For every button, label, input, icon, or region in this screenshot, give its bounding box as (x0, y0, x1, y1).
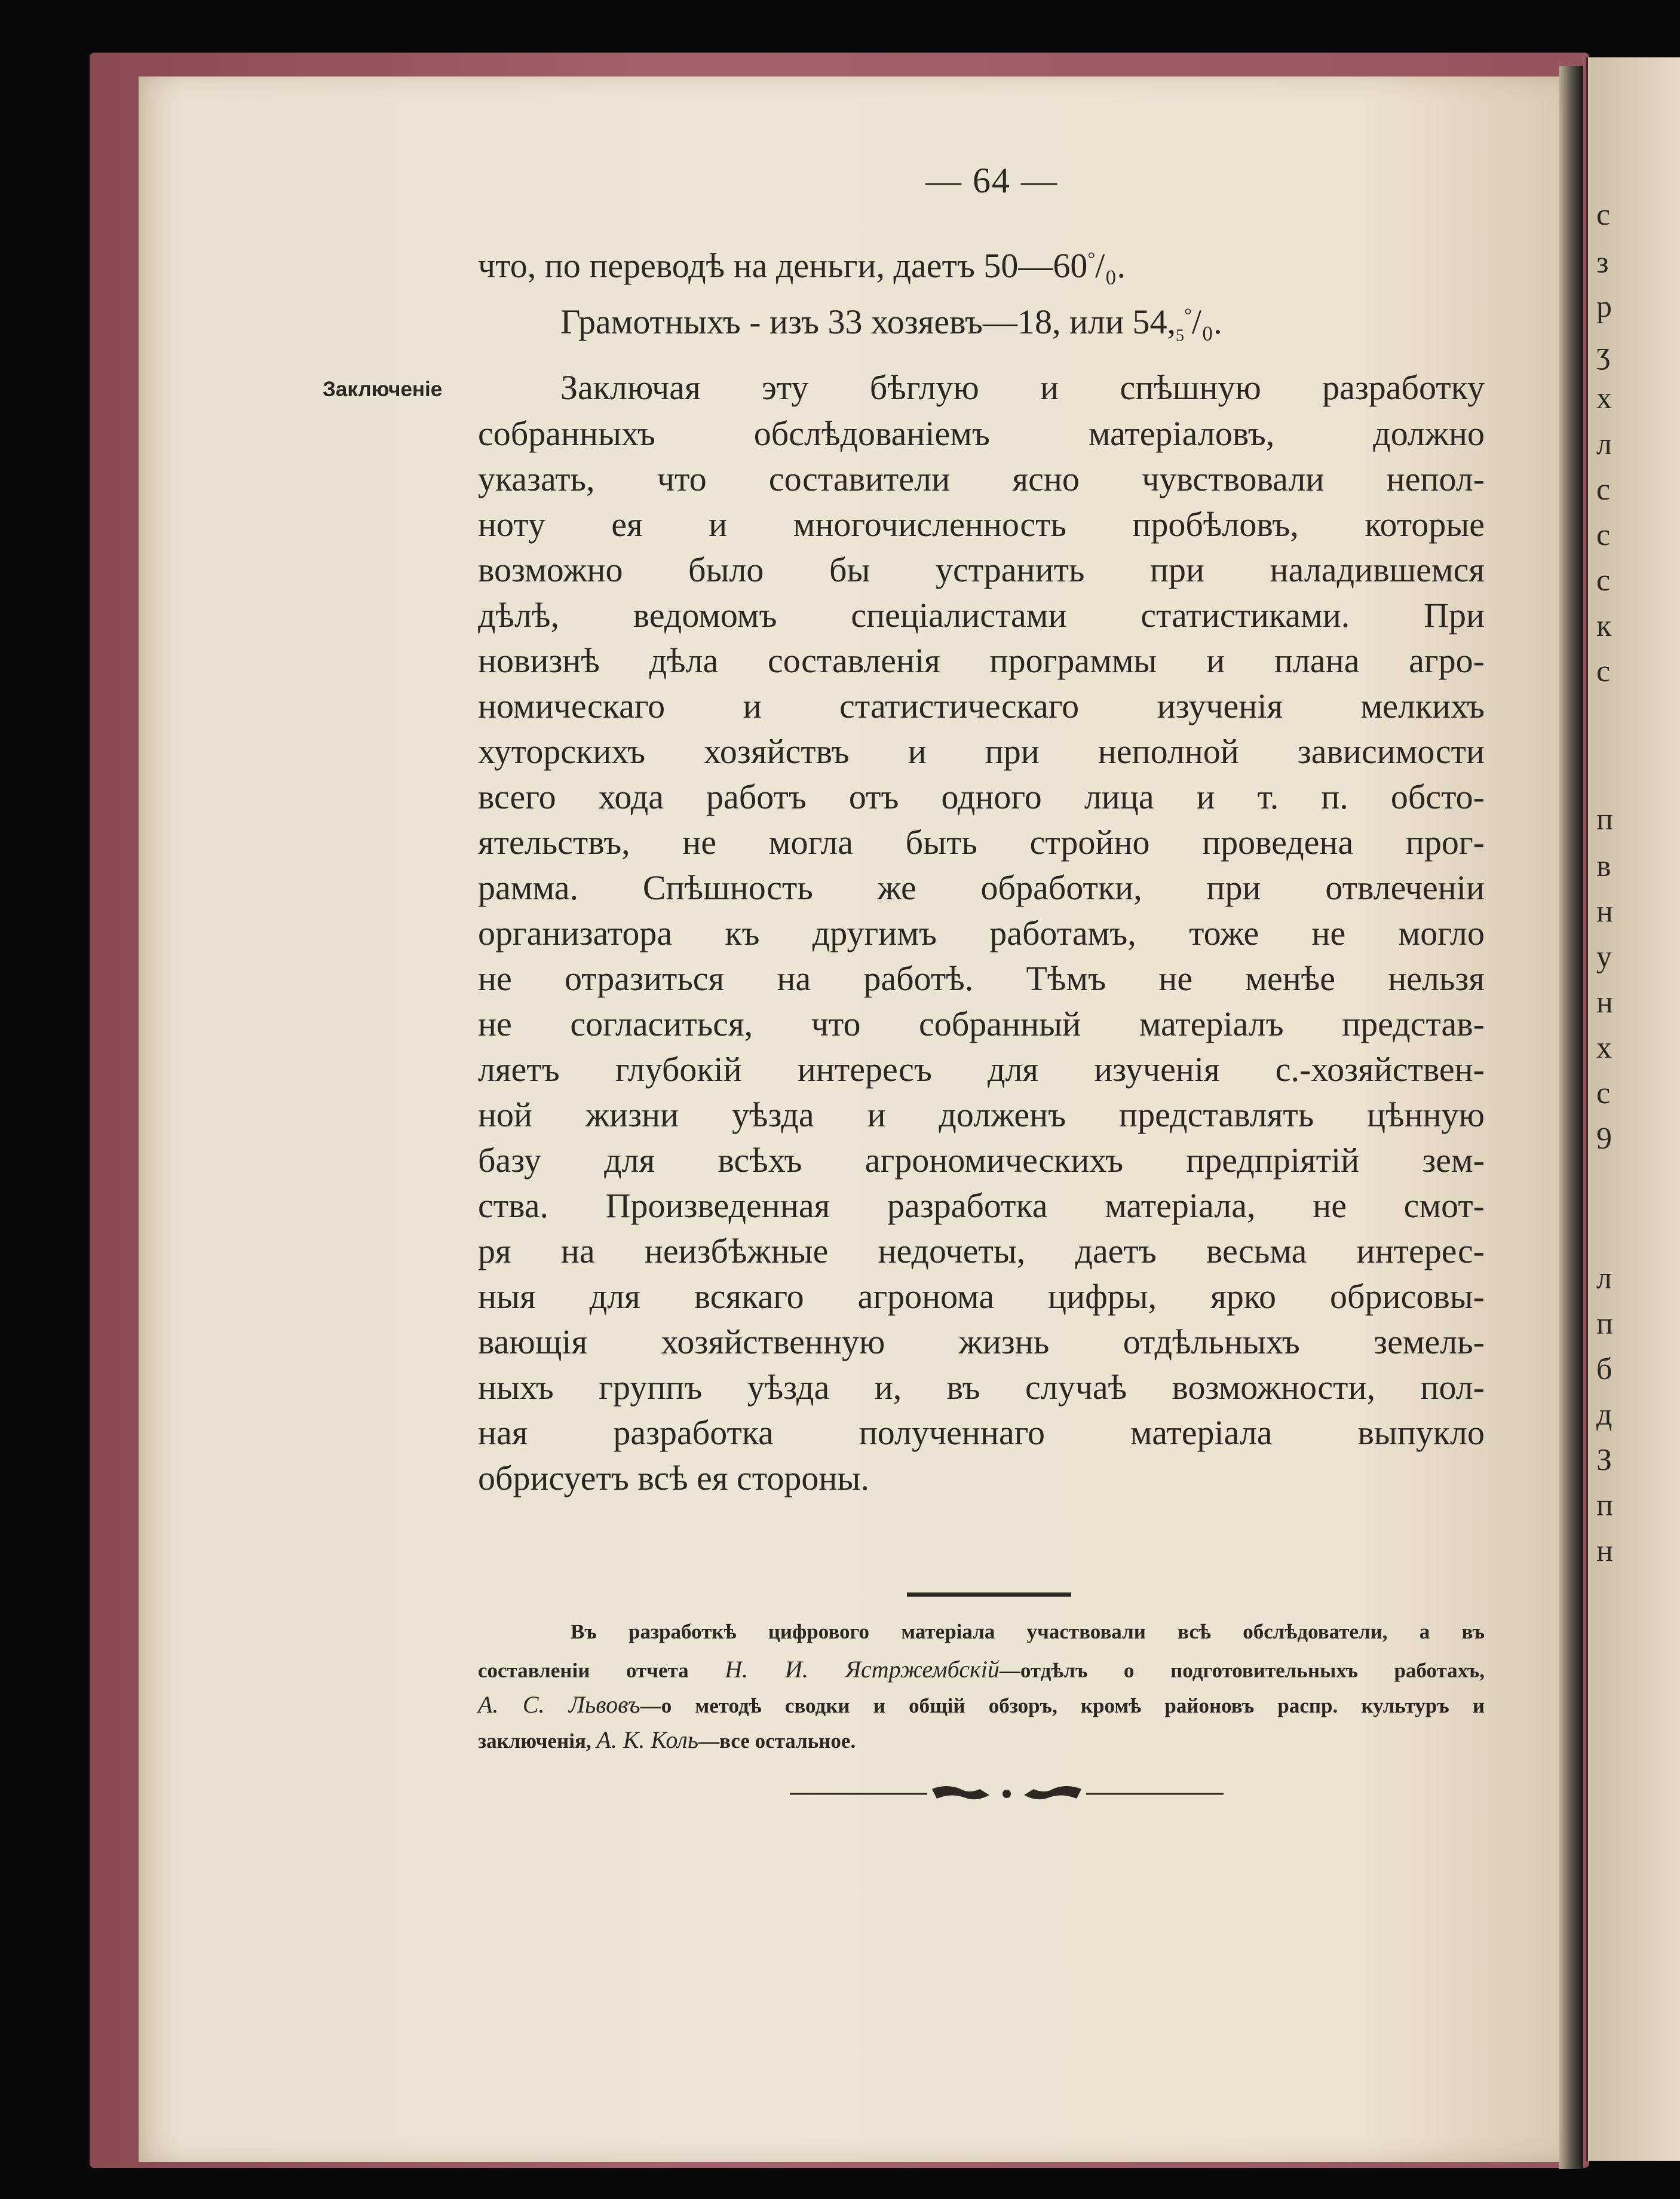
author-name: А. С. Львовъ (478, 1691, 640, 1718)
body-line: ря на неизбѣжные недочеты, даетъ весьма интерес- (478, 1232, 1485, 1270)
adjacent-letter: р (1596, 290, 1612, 324)
adjacent-letter: с (1596, 654, 1611, 688)
adjacent-letter: н (1596, 895, 1613, 929)
footnote-line: А. С. Львовъ—о методѣ сводки и общій обзоръ, кромѣ районовъ распр. культуръ и (478, 1691, 1485, 1718)
adjacent-letter: с (1596, 1076, 1611, 1110)
adjacent-letter: с (1596, 473, 1611, 507)
body-line: хуторскихъ хозяйствъ и при неполной зависимости (478, 732, 1485, 771)
adjacent-letter: к (1596, 609, 1612, 643)
body-line: что, по переводѣ на деньги, даетъ 50—60°/₀. (478, 246, 1126, 285)
author-name: Н. И. Ястржембскій (725, 1656, 1000, 1683)
body-line: обрисуетъ всѣ ея стороны. (478, 1459, 869, 1497)
adjacent-letter: с (1596, 518, 1611, 552)
section-rule (907, 1592, 1071, 1597)
footnote-line: Въ разработкѣ цифрового матеріала участвовали всѣ обслѣдователи, а въ (571, 1620, 1485, 1643)
adjacent-letter: п (1596, 1489, 1613, 1523)
adjacent-letter: з (1596, 246, 1609, 280)
body-line: ятельствъ, не могла быть стройно проведена прог- (478, 823, 1485, 862)
body-line: организатора къ другимъ работамъ, тоже не могло (478, 914, 1485, 953)
adjacent-letter: л (1596, 1261, 1612, 1295)
adjacent-letter: л (1596, 427, 1612, 461)
footnote-line: составленіи отчета Н. И. Ястржембскій—отдѣлъ о подготовительныхъ работахъ, (478, 1656, 1485, 1683)
body-line: Заключая эту бѣглую и спѣшную разработку (560, 368, 1485, 407)
adjacent-letter: с (1596, 563, 1611, 598)
body-line: дѣлѣ, ведомомъ спеціалистами статистиками. При (478, 596, 1485, 635)
adjacent-letter: д (1596, 1398, 1612, 1432)
body-line: ства. Произведенная разработка матеріала, не смот- (478, 1186, 1485, 1225)
margin-note: Заключеніе (323, 378, 443, 401)
adjacent-letter: З (1596, 1443, 1612, 1477)
book-gutter (1559, 66, 1583, 2169)
body-line: всего хода работъ отъ одного лица и т. п. обсто- (478, 777, 1485, 816)
author-name: А. К. Коль (596, 1726, 699, 1753)
body-line: ная разработка полученнаго матеріала выпукло (478, 1413, 1485, 1452)
adjacent-letter: б (1596, 1352, 1612, 1386)
adjacent-page-edge (1586, 57, 1680, 2161)
adjacent-letter: х (1596, 1031, 1612, 1065)
adjacent-letter: 9 (1596, 1122, 1612, 1156)
body-line: указать, что составители ясно чувствовали непол- (478, 460, 1485, 498)
body-line: вающія хозяйственную жизнь отдѣльныхъ земель- (478, 1322, 1485, 1361)
adjacent-letter: п (1596, 1307, 1613, 1341)
body-line: ноту ея и многочисленность пробѣловъ, которые (478, 505, 1485, 544)
adjacent-letter: н (1596, 985, 1613, 1019)
body-line: не отразиться на работѣ. Тѣмъ не менѣе нельзя (478, 959, 1485, 998)
page-number: — 64 — (925, 161, 1058, 200)
adjacent-letter: в (1596, 849, 1611, 883)
body-line: ной жизни уѣзда и долженъ представлять цѣнную (478, 1095, 1485, 1134)
adjacent-letter: с (1596, 198, 1611, 232)
adjacent-letter: н (1596, 1534, 1613, 1568)
adjacent-letter: у (1596, 940, 1612, 974)
decorative-ornament (790, 1782, 1224, 1806)
body-line: рамма. Спѣшность же обработки, при отвлеченіи (478, 868, 1485, 907)
body-line: Грамотныхъ - изъ 33 хозяевъ—18, или $54,_5^\circ/_0$. (560, 302, 1222, 345)
body-line: новизнѣ дѣла составленія программы и плана агро- (478, 641, 1485, 680)
adjacent-letter: п (1596, 803, 1613, 837)
adjacent-letter: ʒ (1596, 336, 1611, 370)
body-line: не согласиться, что собранный матеріалъ представ- (478, 1004, 1485, 1043)
body-line: номическаго и статистическаго изученія мелкихъ (478, 687, 1485, 725)
body-line: собранныхъ обслѣдованіемъ матеріаловъ, должно (478, 414, 1485, 453)
body-line: ныя для всякаго агронома цифры, ярко обрисовы- (478, 1277, 1485, 1316)
body-line: ныхъ группъ уѣзда и, въ случаѣ возможности, пол- (478, 1368, 1485, 1407)
adjacent-letter: х (1596, 381, 1612, 415)
body-line: базу для всѣхъ агрономическихъ предпріятій зем- (478, 1141, 1485, 1180)
body-line: ляетъ глубокій интересъ для изученія с.-хозяйствен- (478, 1050, 1485, 1089)
body-line: возможно было бы устранить при наладившемся (478, 550, 1485, 589)
footnote-line: заключенія, А. К. Коль—все остальное. (478, 1726, 856, 1753)
